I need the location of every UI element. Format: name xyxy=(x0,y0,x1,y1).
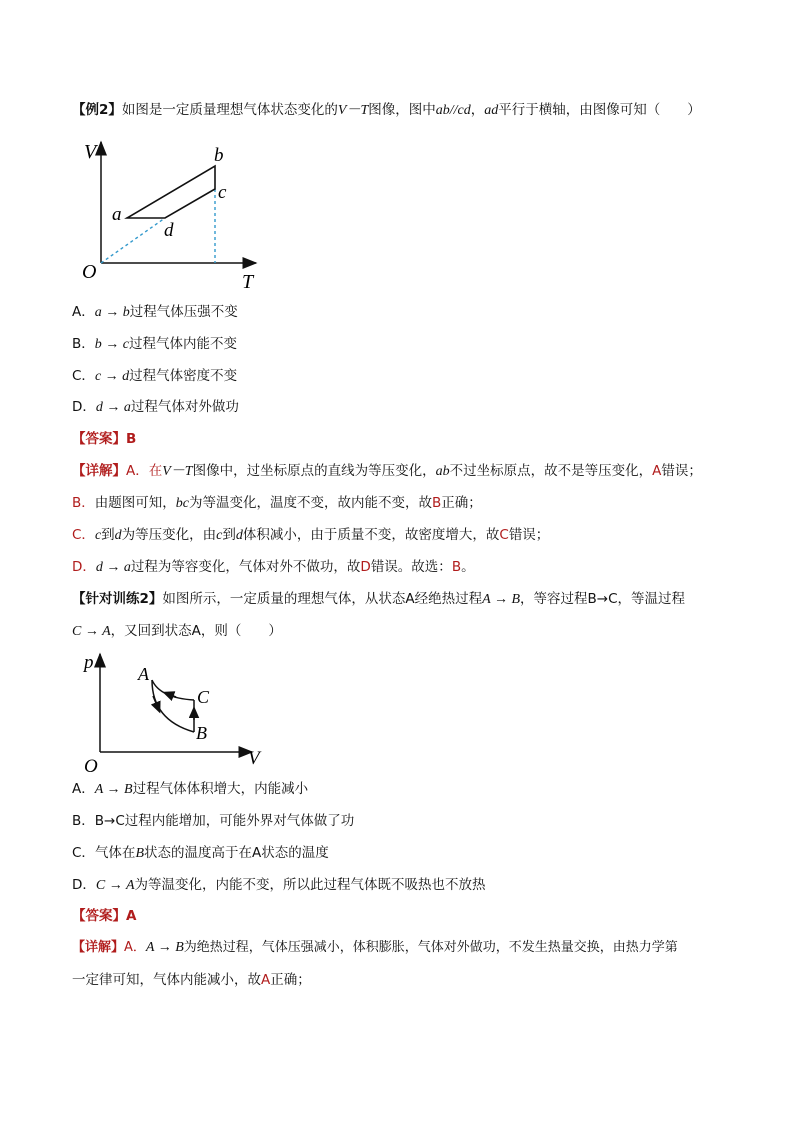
text-fragment: 正确； xyxy=(270,972,311,988)
text-fragment: C． xyxy=(72,527,95,543)
text-fragment: D xyxy=(360,559,371,575)
text-fragment: A → B xyxy=(482,592,521,607)
text-fragment: 错误； xyxy=(508,527,550,543)
text-fragment: b → c xyxy=(94,337,129,352)
text-fragment: V－T xyxy=(337,103,369,118)
text-fragment: V－T xyxy=(162,464,193,479)
text-fragment: 体积减小，由于质量不变，故密度增大，故 xyxy=(242,527,500,543)
q2-arrow-ab xyxy=(153,696,158,708)
text-fragment: D． xyxy=(72,559,96,575)
text-fragment: ab xyxy=(435,464,450,479)
text-fragment: bc xyxy=(175,496,189,511)
text-fragment: 为等温变化，内能不变，所以此过程气体既不吸热也不放热 xyxy=(134,877,486,893)
text-fragment: 正确； xyxy=(441,495,482,511)
text-fragment: A xyxy=(652,463,662,479)
text-fragment: D． xyxy=(72,877,96,893)
text-fragment: B． xyxy=(72,813,95,829)
text-fragment: A xyxy=(126,908,137,924)
text-fragment: 由题图可知， xyxy=(94,495,176,511)
q1-option-a xyxy=(72,302,238,323)
text-fragment: 如图是一定质量理想气体状态变化的 xyxy=(121,102,338,118)
text-fragment: D． xyxy=(72,399,96,415)
text-fragment: B． xyxy=(72,336,95,352)
text-fragment: ， xyxy=(470,102,485,118)
text-fragment: 为绝热过程，气体压强减小，体积膨胀，气体对外做功，不发生热量交换，由热力学第 xyxy=(183,940,678,955)
text-fragment: C． xyxy=(72,368,95,384)
text-fragment: ，等容过程B→C，等温过程 xyxy=(520,591,686,607)
q2-stem-line1 xyxy=(72,589,685,610)
text-fragment: C → A xyxy=(95,878,135,893)
q1-vt-graph xyxy=(78,138,268,293)
q2-curve-ca xyxy=(152,680,194,700)
q1-tag: 【例2】 xyxy=(72,102,122,118)
q2-label-p: p xyxy=(84,652,94,673)
q1-label-T: T xyxy=(242,271,254,293)
text-fragment: A → B xyxy=(94,782,133,797)
q1-stem xyxy=(72,100,701,121)
text-fragment: 过程气体对外做功 xyxy=(130,399,239,415)
q1-explanation-1 xyxy=(72,461,702,482)
text-fragment: C． xyxy=(72,845,95,861)
q2-explanation-1 xyxy=(72,938,678,958)
q1-option-b xyxy=(72,334,237,355)
text-fragment: A． xyxy=(72,304,95,320)
text-fragment: 为等温变化，温度不变，故内能不变，故 xyxy=(188,495,432,511)
text-fragment: 过程气体密度不变 xyxy=(129,368,238,384)
q1-option-d xyxy=(72,397,239,418)
text-fragment: 过程为等容变化，气体对外不做功，故 xyxy=(130,559,361,575)
q1-explanation-3 xyxy=(72,525,549,546)
text-fragment: 错误； xyxy=(661,463,702,479)
q2-tag: 【针对训练2】 xyxy=(72,591,163,607)
q1-answer xyxy=(72,429,136,449)
text-fragment: 平行于横轴，由图像可知（ ） xyxy=(498,102,701,118)
text-fragment: 不过坐标原点，故不是等压变化， xyxy=(449,463,653,479)
text-fragment: c → d xyxy=(94,369,130,384)
text-fragment: d xyxy=(114,528,122,543)
text-fragment: d → a xyxy=(95,400,131,415)
text-fragment: c xyxy=(94,528,102,543)
q1-explanation-2 xyxy=(72,493,482,514)
text-fragment: 到 xyxy=(222,527,236,543)
text-fragment: B→C过程内能增加，可能外界对气体做了功 xyxy=(94,813,355,829)
text-fragment: 【详解】 xyxy=(72,940,125,955)
text-fragment: ，又回到状态A，则（ ） xyxy=(110,623,282,639)
text-fragment: a → b xyxy=(94,305,130,320)
text-fragment: 状态的温度高于在A状态的温度 xyxy=(144,845,329,861)
q1-label-O: O xyxy=(82,261,97,283)
q2-option-a xyxy=(72,779,308,800)
q1-label-c: c xyxy=(218,182,227,203)
text-fragment: 。 xyxy=(461,559,475,575)
q1-label-b: b xyxy=(214,145,224,166)
text-fragment: A → B xyxy=(145,940,184,955)
q1-label-V: V xyxy=(84,141,97,163)
text-fragment: 如图所示，一定质量的理想气体，从状态A经绝热过程 xyxy=(162,591,483,607)
text-fragment: 为等压变化，由 xyxy=(121,527,217,543)
text-fragment: 错误。故选： xyxy=(370,559,452,575)
q1-dashed-od xyxy=(101,218,165,263)
text-fragment: C → A xyxy=(72,624,111,639)
text-fragment: 图像中，过坐标原点的直线为等压变化， xyxy=(192,463,436,479)
q1-label-a: a xyxy=(112,204,122,225)
q2-label-O: O xyxy=(84,756,98,775)
text-fragment: 到 xyxy=(101,527,115,543)
text-fragment: c xyxy=(216,528,223,543)
text-fragment: A． xyxy=(124,940,146,955)
q2-label-V: V xyxy=(248,748,260,769)
q2-pv-graph xyxy=(80,650,265,775)
q2-label-C: C xyxy=(197,687,210,707)
text-fragment: 【答案】 xyxy=(72,431,126,447)
q2-stem-line2 xyxy=(72,621,282,642)
q2-label-B: B xyxy=(196,723,207,743)
q1-abcd-quad xyxy=(127,166,215,218)
text-fragment: B xyxy=(451,559,462,575)
text-fragment: B xyxy=(431,495,442,511)
text-fragment: B． xyxy=(72,495,95,511)
text-fragment: d xyxy=(235,528,243,543)
text-fragment: B xyxy=(126,431,137,447)
text-fragment: d → a xyxy=(95,560,131,575)
text-fragment: ad xyxy=(484,103,499,118)
text-fragment: 【答案】 xyxy=(72,908,126,924)
text-fragment: 过程气体内能不变 xyxy=(128,336,237,352)
text-fragment: 过程气体压强不变 xyxy=(129,304,238,320)
text-fragment: 过程气体体积增大，内能减小 xyxy=(132,781,309,797)
q2-option-b xyxy=(72,811,354,831)
q2-answer xyxy=(72,906,136,926)
text-fragment: C xyxy=(499,527,509,543)
text-fragment: 气体在 xyxy=(94,845,136,861)
text-fragment: A． xyxy=(72,781,95,797)
q1-explanation-4 xyxy=(72,557,475,578)
text-fragment: A xyxy=(261,972,271,988)
text-fragment: 图像，图中 xyxy=(368,102,436,118)
text-fragment: 【详解】 xyxy=(72,463,126,479)
q2-explanation-2 xyxy=(72,970,311,990)
q1-label-d: d xyxy=(164,220,174,241)
q2-label-A: A xyxy=(138,664,149,684)
q2-option-d xyxy=(72,875,486,896)
q2-option-c xyxy=(72,843,329,864)
text-fragment: ab//cd xyxy=(435,103,471,118)
text-fragment: B xyxy=(135,846,144,861)
text-fragment: 一定律可知，气体内能减小，故 xyxy=(72,972,261,988)
text-fragment: A．在 xyxy=(126,463,163,479)
q1-option-c xyxy=(72,366,237,387)
